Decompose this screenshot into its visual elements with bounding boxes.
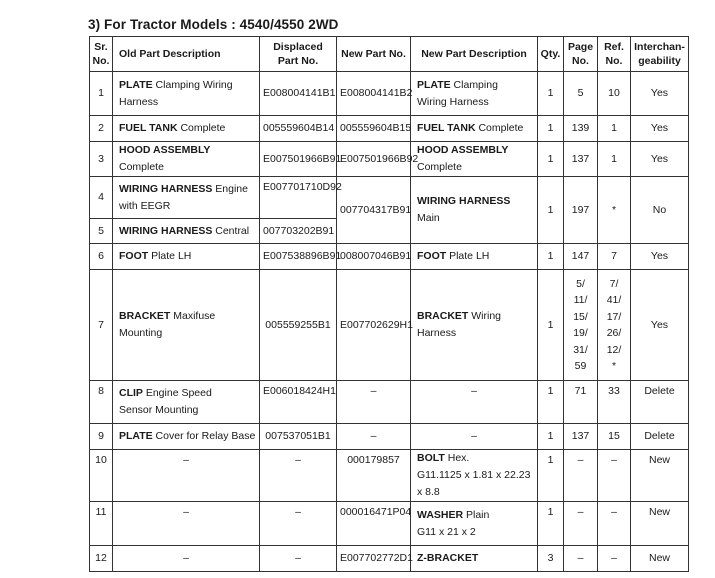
sr-cell: 2 [90,116,113,142]
new-part-cell: 000179857 [337,450,411,502]
new-desc-rest: Complete [417,161,462,173]
inter-cell: New [631,450,689,502]
new-desc-bold: Z-BRACKET [417,552,479,564]
table-row [90,381,689,424]
table-row [90,116,689,142]
sr-cell: 3 [90,142,113,177]
table-row [90,177,689,219]
ref-line: 41/ [606,294,622,306]
qty-cell: 1 [538,450,564,502]
col-sr-label: Sr. No. [92,41,110,67]
new-desc-cell: – [411,424,538,450]
page-line: 31/ [573,343,588,356]
new-part-cell: 005559604B15 [337,116,411,142]
new-part-cell: E007501966B92 [337,142,411,177]
page-cell: 197 [564,177,598,244]
old-desc-line2: Sensor Mounting [119,404,199,416]
old-desc-bold: PLATE [119,78,153,91]
old-desc-rest: Cover for Relay Base [152,430,256,442]
new-part-cell: – [337,381,411,424]
col-new-desc: New Part Description [411,37,538,72]
col-qty: Qty. [538,37,564,72]
old-desc-cell [113,270,260,381]
inter-cell: Yes [631,116,689,142]
table-row [90,244,689,270]
old-desc-rest: Complete [119,161,164,173]
col-displaced-label: Displaced Part No. [273,41,323,67]
displaced-cell: – [260,546,337,572]
page-cell: 147 [564,244,598,270]
new-desc-rest: Plate LH [446,250,490,262]
page-line: 59 [574,360,587,372]
table-row [90,424,689,450]
new-part-cell: – [337,424,411,450]
qty-cell: 1 [538,381,564,424]
old-desc-cell: – [113,502,260,546]
table-row [90,72,689,116]
page-line: 5/ [576,277,585,290]
sr-cell: 12 [90,546,113,572]
page-cell: 71 [564,381,598,424]
qty-cell: 1 [538,142,564,177]
col-ref-label: Ref. No. [604,41,624,67]
table-row [90,142,689,177]
inter-cell: Yes [631,244,689,270]
sr-cell: 11 [90,502,113,546]
sr-cell: 6 [90,244,113,270]
section-heading: 3) For Tractor Models : 4540/4550 2WD [88,17,339,32]
qty-cell: 1 [538,270,564,381]
inter-cell: No [631,177,689,244]
sr-cell: 7 [90,270,113,381]
inter-cell: Yes [631,270,689,381]
new-desc-bold: PLATE [417,78,451,91]
old-desc-bold: CLIP [119,387,143,399]
ref-cell: * [598,177,631,244]
page-line: 19/ [573,327,588,339]
new-part-cell: E008004141B2 [337,72,411,116]
qty-cell: 1 [538,244,564,270]
ref-cell: 1 [598,142,631,177]
ref-line: 17/ [606,310,622,323]
new-desc-bold: FOOT [417,250,447,262]
new-desc-line2: G11 x 21 x 2 [417,525,476,538]
new-desc-rest: Clamping [450,78,498,91]
page-cell [564,270,598,381]
displaced-cell: 007537051B1 [260,424,337,450]
new-desc-cell [411,177,538,244]
ref-cell: – [598,546,631,572]
displaced-cell: E007538896B91 [260,244,337,270]
new-desc-bold: BOLT [417,452,445,464]
inter-cell: Yes [631,142,689,177]
page-cell: 5 [564,72,598,116]
col-old-desc: Old Part Description [113,37,260,72]
inter-cell: Yes [631,72,689,116]
page-cell: 137 [564,142,598,177]
ref-line: 7/ [609,277,619,290]
sr-cell: 5 [90,219,113,244]
old-desc-line2: with EEGR [119,199,171,212]
page-cell: – [564,450,598,502]
old-desc-rest: Maxifuse Mounting [119,310,216,339]
new-part-cell: E007702772D1 [337,546,411,572]
table-row [90,270,689,381]
ref-line: 26/ [606,327,622,339]
col-ref [598,37,631,72]
new-desc-line2: Wiring Harness [417,95,489,108]
inter-cell: New [631,502,689,546]
page-cell: 137 [564,424,598,450]
new-desc-rest: Complete [475,122,524,134]
new-desc-rest: Main [417,212,440,224]
old-desc-rest: Engine Speed [142,387,212,399]
new-desc-cell [411,270,538,381]
col-page [564,37,598,72]
col-new-part: New Part No. [337,37,411,72]
qty-cell: 1 [538,502,564,546]
old-desc-rest: Plate LH [148,250,192,262]
new-desc-rest: Wiring Harness [417,310,502,339]
new-desc-rest: Hex. [444,452,470,464]
ref-cell [598,270,631,381]
old-desc-rest: Central [212,224,250,237]
old-desc-bold: WIRING HARNESS [119,182,213,195]
ref-line: 12/ [606,343,622,356]
new-desc-cell [411,502,538,546]
new-desc-bold: BRACKET [417,310,469,322]
old-desc-cell [113,244,260,270]
new-desc-bold: WIRING HARNESS [417,195,511,207]
displaced-cell: – [260,450,337,502]
col-page-label: Page No. [567,41,594,67]
old-desc-bold: PLATE [119,430,153,442]
new-desc-cell [411,450,538,502]
page-line: 15/ [573,310,588,323]
table-row [90,546,689,572]
table-row [90,450,689,502]
ref-cell: 1 [598,116,631,142]
displaced-cell: 005559604B14 [260,116,337,142]
old-desc-rest: Complete [177,122,226,134]
displaced-cell: 007703202B91 [260,219,337,244]
col-sr [90,37,113,72]
sr-cell: 10 [90,450,113,502]
ref-cell: – [598,450,631,502]
old-desc-cell [113,142,260,177]
displaced-cell: E007701710D92 [260,177,337,219]
ref-line: * [611,360,617,372]
new-desc-line2: G11.1125 x 1.81 x 22.23 x 8.8 [417,469,531,498]
new-part-cell: E007702629H1 [337,270,411,381]
old-desc-rest: Clamping Wiring Harness [119,78,233,108]
old-desc-bold: HOOD ASSEMBLY [119,144,211,156]
col-inter-label: Interchan- geability [634,41,685,67]
old-desc-cell [113,219,260,244]
new-desc-cell [411,142,538,177]
displaced-cell: E007501966B91 [260,142,337,177]
displaced-cell: 005559255B1 [260,270,337,381]
ref-cell: 10 [598,72,631,116]
old-desc-cell [113,72,260,116]
page-cell: 139 [564,116,598,142]
old-desc-rest: Engine [212,182,248,195]
displaced-cell: E008004141B1 [260,72,337,116]
new-desc-cell: – [411,381,538,424]
qty-cell: 1 [538,177,564,244]
displaced-cell: – [260,502,337,546]
qty-cell: 1 [538,72,564,116]
new-desc-cell [411,546,538,572]
new-desc-bold: FUEL TANK [417,122,476,134]
old-desc-bold: FOOT [119,250,149,262]
ref-cell: 33 [598,381,631,424]
inter-cell: New [631,546,689,572]
new-desc-bold: WASHER [417,508,464,521]
new-desc-rest: Plain [463,508,490,521]
old-desc-bold: BRACKET [119,310,171,322]
new-part-cell: 007704317B91 [337,177,411,244]
sr-cell: 9 [90,424,113,450]
new-desc-cell [411,116,538,142]
page-line: 11/ [573,294,588,306]
page-cell: – [564,546,598,572]
qty-cell: 1 [538,424,564,450]
old-desc-cell [113,177,260,219]
table-header-row [90,37,689,72]
inter-cell: Delete [631,424,689,450]
parts-table [89,36,689,572]
old-desc-cell [113,381,260,424]
qty-cell: 3 [538,546,564,572]
old-desc-cell [113,424,260,450]
new-desc-cell [411,244,538,270]
sr-cell: 4 [90,177,113,219]
sr-cell: 8 [90,381,113,424]
ref-cell: 7 [598,244,631,270]
inter-cell: Delete [631,381,689,424]
old-desc-cell: – [113,450,260,502]
table-row [90,502,689,546]
ref-cell: 15 [598,424,631,450]
col-interchangeability [631,37,689,72]
sr-cell: 1 [90,72,113,116]
new-part-cell: 000016471P04 [337,502,411,546]
col-displaced [260,37,337,72]
qty-cell: 1 [538,116,564,142]
displaced-cell: E006018424H1 [260,381,337,424]
old-desc-cell [113,116,260,142]
new-desc-bold: HOOD ASSEMBLY [417,144,509,156]
old-desc-cell: – [113,546,260,572]
new-part-cell: 008007046B91 [337,244,411,270]
ref-cell: – [598,502,631,546]
old-desc-bold: FUEL TANK [119,122,178,134]
new-desc-cell [411,72,538,116]
old-desc-bold: WIRING HARNESS [119,224,213,237]
page-cell: – [564,502,598,546]
